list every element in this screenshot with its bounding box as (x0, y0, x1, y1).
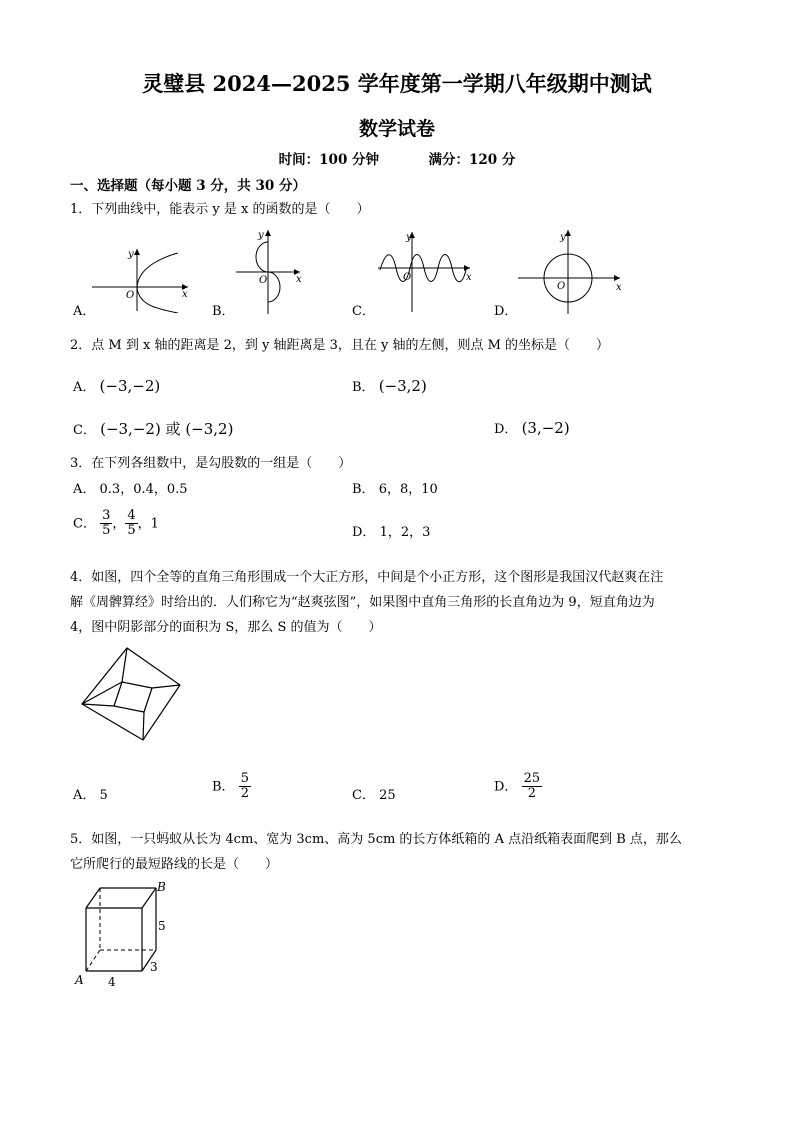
separator: ， (112, 516, 126, 532)
axis-label-y: y (560, 232, 566, 243)
origin-label: O (259, 275, 268, 286)
time-limit: 时间：100 分钟 (278, 152, 380, 168)
point-a-label: A (75, 973, 84, 987)
q4-option-c (352, 784, 396, 803)
q2-stem: 2．点 M 到 x 轴的距离是 2，到 y 轴距离是 3，且在 y 轴的左侧，则点 M 的坐标是（ ） (70, 338, 610, 353)
option-value: (3,−2) (521, 419, 570, 437)
q3-option-c (73, 509, 159, 539)
fraction (100, 509, 112, 539)
option-letter: D． (352, 525, 376, 540)
axis-label-x: x (182, 289, 188, 300)
option-value: (−3,−2) (99, 377, 161, 395)
q1-option-c-label: C． (352, 304, 375, 319)
page-title: 灵璧县 2024—2025 学年度第一学期八年级期中测试 (142, 71, 652, 96)
option-tail: ，1 (137, 516, 159, 532)
option-value: 0.3，0.4，0.5 (99, 482, 188, 497)
q1-option-b-label: B． (212, 304, 235, 319)
denominator: 5 (127, 523, 136, 539)
option-value: (−3,2) (378, 377, 427, 395)
q4-stem-line3: 4，图中阴影部分的面积为 S，那么 S 的值为（ ） (70, 620, 382, 635)
q4-option-b (212, 772, 251, 802)
option-letter: C． (73, 516, 96, 532)
q2-option-a (73, 376, 160, 395)
option-letter: C． (352, 788, 375, 803)
option-letter: B． (352, 482, 375, 497)
q3-option-b (352, 478, 438, 497)
origin-label: O (126, 290, 135, 301)
outer-square (82, 648, 180, 740)
option-value: 25 (379, 788, 396, 803)
q2-option-c (73, 418, 233, 439)
denominator: 5 (102, 523, 111, 539)
q1-graph-c (376, 228, 476, 312)
q1-option-d-label: D． (494, 304, 518, 319)
q1-graph-b (234, 226, 306, 314)
axis-label-y: y (258, 230, 264, 241)
q1-stem: 1．下列曲线中，能表示 y 是 x 的函数的是（ ） (70, 202, 370, 217)
option-value: (−3,−2) 或 (−3,2) (100, 420, 234, 438)
fraction (125, 509, 137, 539)
option-letter: B． (352, 380, 375, 395)
option-letter: A． (73, 788, 96, 803)
option-letter: C． (73, 423, 96, 438)
fraction (522, 772, 543, 802)
q5-stem-line1: 5．如图，一只蚂蚁从长为 4cm、宽为 3cm、高为 5cm 的长方体纸箱的 A 点沿纸箱表面爬到 B 点，那么 (70, 832, 682, 847)
q2-option-b (352, 376, 427, 395)
height-label: 5 (158, 919, 166, 933)
numerator: 5 (240, 771, 249, 786)
exam-info (0, 148, 794, 168)
q4-option-d (494, 772, 542, 802)
q3-stem: 3．在下列各组数中，是勾股数的一组是（ ） (70, 456, 352, 471)
q2-option-d (494, 418, 570, 437)
axis-label-y: y (128, 249, 134, 260)
denominator: 2 (240, 786, 249, 802)
cuboid-diagram (72, 878, 182, 990)
option-value: 6，8，10 (378, 482, 438, 497)
origin-label: O (557, 281, 566, 292)
q4-option-a (73, 784, 108, 803)
q5-stem-line2: 它所爬行的最短路线的长是（ ） (70, 857, 279, 872)
option-letter: D． (494, 779, 518, 795)
point-b-label: B (157, 880, 166, 894)
paper-subtitle: 数学试卷 (358, 118, 435, 140)
q1-option-a-label: A． (73, 304, 96, 319)
axis-label-x: x (616, 282, 622, 293)
option-letter: D． (494, 422, 518, 437)
section-heading: 一、选择题（每小题 3 分，共 30 分） (70, 178, 306, 194)
q4-stem-line2: 解《周髀算经》时给出的．人们称它为“赵爽弦图”，如果图中直角三角形的长直角边为 9，短直角边为 (70, 595, 655, 610)
q1-graph-a (92, 243, 197, 313)
axis-label-y: y (406, 232, 412, 243)
numerator: 3 (102, 508, 111, 523)
origin-label: O (403, 272, 412, 283)
full-score: 满分：120 分 (428, 152, 516, 168)
axis-label-x: x (466, 272, 472, 283)
option-value: 1，2，3 (379, 525, 431, 540)
q3-option-a (73, 478, 188, 497)
width-label: 3 (150, 960, 158, 974)
option-letter: A． (73, 380, 96, 395)
numerator: 4 (127, 508, 136, 523)
option-letter: B． (212, 779, 235, 795)
length-label: 4 (108, 975, 116, 989)
denominator: 2 (527, 786, 536, 802)
q4-stem-line1: 4．如图，四个全等的直角三角形围成一个大正方形，中间是个小正方形，这个图形是我国汉代赵爽在注 (70, 570, 664, 585)
option-value: 5 (99, 788, 108, 803)
zhao-shuang-diagram (70, 640, 190, 752)
numerator: 25 (523, 771, 541, 786)
q1-graph-d (516, 226, 626, 314)
q3-option-d (352, 521, 430, 540)
fraction (239, 772, 251, 802)
axis-label-x: x (296, 274, 302, 285)
option-letter: A． (73, 482, 96, 497)
